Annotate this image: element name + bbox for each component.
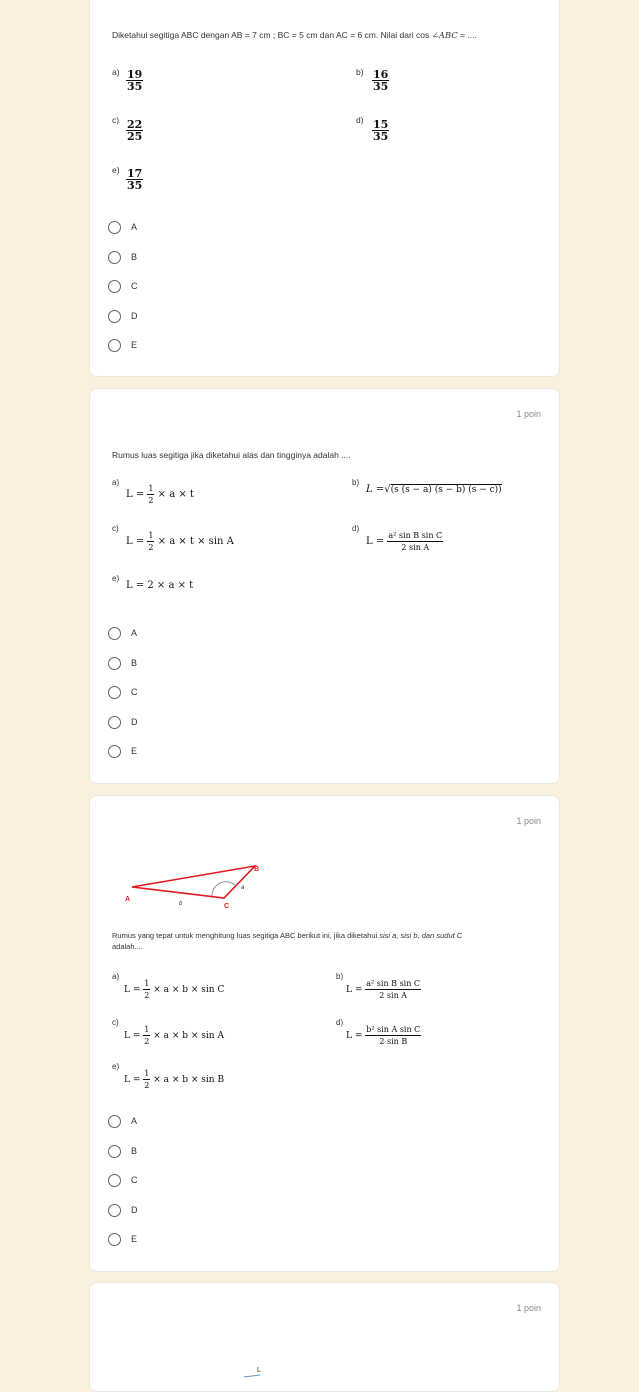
option-a-math: L = $\frac{1}{2}$ × a × b × sin C: [124, 979, 225, 1000]
choice-b[interactable]: B: [108, 1143, 137, 1159]
radio-button[interactable]: [108, 657, 121, 670]
choice-d[interactable]: D: [108, 1202, 138, 1218]
option-label: e): [112, 574, 120, 583]
option-a-math: L = $\frac{1}{2}$ × a × t: [126, 484, 194, 505]
option-label: a): [112, 478, 120, 487]
option-label: d): [356, 115, 364, 125]
question-text: Rumus luas segitiga jika diketahui alas dan tingginya adalah ....: [112, 450, 351, 460]
option-label: c): [112, 115, 120, 125]
option-label: b): [336, 972, 344, 981]
option-d-math: L = $\frac{\text{b² sin A sin C}}{\text{2 sin B}}$: [346, 1025, 421, 1046]
vertex-c-label: C: [224, 903, 230, 910]
option-label: c): [112, 1018, 119, 1027]
option-d-math: $\frac{15}{35}$: [373, 118, 389, 143]
choice-c[interactable]: C: [108, 684, 138, 700]
radio-button[interactable]: [108, 1115, 121, 1128]
option-label: e): [112, 165, 120, 175]
choice-c[interactable]: C: [108, 1172, 138, 1188]
radio-button[interactable]: [108, 1204, 121, 1217]
choice-a[interactable]: A: [108, 625, 137, 641]
radio-button[interactable]: [108, 686, 121, 699]
points-label: 1 poin: [516, 1303, 541, 1313]
option-c-math: L = $\frac{1}{2}$ × a × b × sin A: [124, 1025, 224, 1046]
radio-button[interactable]: [108, 339, 121, 352]
question-card-1: [89, 0, 560, 377]
radio-button[interactable]: [108, 310, 121, 323]
option-label: b): [352, 478, 360, 487]
question-card-3: [89, 795, 560, 1272]
choice-a[interactable]: A: [108, 219, 137, 235]
choice-d[interactable]: D: [108, 308, 138, 324]
option-c-math: $\frac{22}{25}$: [127, 118, 143, 143]
side-b-label: b: [179, 901, 183, 907]
choice-b[interactable]: B: [108, 249, 137, 265]
choice-e[interactable]: E: [108, 337, 137, 353]
option-label: d): [336, 1018, 344, 1027]
option-a-math: $\frac{19}{35}$: [127, 68, 143, 93]
side-a-label: a: [241, 885, 245, 891]
option-label: a): [112, 972, 120, 981]
option-label: b): [356, 67, 364, 77]
radio-button[interactable]: [108, 745, 121, 758]
option-d-math: L = $\frac{\text{a² sin B sin C}}{\text{2 sin A}}$: [366, 531, 443, 552]
radio-button[interactable]: [108, 280, 121, 293]
option-label: c): [112, 524, 119, 533]
question-card-4: [89, 1282, 560, 1392]
radio-button[interactable]: [108, 716, 121, 729]
option-b-math: L = $\frac{\text{a² sin B sin C}}{\text{2 sin A}}$: [346, 979, 421, 1000]
radio-button[interactable]: [108, 627, 121, 640]
option-label: d): [352, 524, 360, 533]
triangle-figure: [120, 856, 280, 916]
figure-l-label: L: [257, 1367, 261, 1374]
radio-button[interactable]: [108, 1233, 121, 1246]
radio-button[interactable]: [108, 1145, 121, 1158]
option-label: e): [112, 1062, 120, 1071]
option-b-math: L =√(s (s − a) (s − b) (s − c)): [366, 484, 502, 495]
radio-button[interactable]: [108, 221, 121, 234]
question-card-2: [89, 388, 560, 784]
vertex-b-label: B: [254, 866, 260, 873]
choice-b[interactable]: B: [108, 655, 137, 671]
option-label: a): [112, 67, 120, 77]
choice-d[interactable]: D: [108, 714, 138, 730]
question-text: Diketahui segitiga ABC dengan AB = 7 cm ; BC = 5 cm dan AC = 6 cm. Nilai dari cos ∠ABC = ....: [112, 30, 477, 41]
option-e-math: L = $\frac{1}{2}$ × a × b × sin B: [124, 1069, 225, 1090]
vertex-a-label: A: [125, 896, 131, 903]
option-b-math: $\frac{16}{35}$: [373, 68, 389, 93]
choice-e[interactable]: E: [108, 1231, 137, 1247]
option-c-math: L = $\frac{1}{2}$ × a × t × sin A: [126, 531, 234, 552]
radio-button[interactable]: [108, 1174, 121, 1187]
choice-c[interactable]: C: [108, 278, 138, 294]
points-label: 1 poin: [516, 816, 541, 826]
choice-e[interactable]: E: [108, 743, 137, 759]
radio-button[interactable]: [108, 251, 121, 264]
option-e-math: $\frac{17}{35}$: [127, 167, 143, 192]
question-text: Rumus yang tepat untuk menghitung luas segitiga ABC berikut ini, jika diketahui sisi a, sisi b, dan sudut C adalah....: [112, 931, 463, 951]
points-label: 1 poin: [516, 409, 541, 419]
choice-a[interactable]: A: [108, 1113, 137, 1129]
option-e-math: L = 2 × a × t: [126, 580, 194, 591]
